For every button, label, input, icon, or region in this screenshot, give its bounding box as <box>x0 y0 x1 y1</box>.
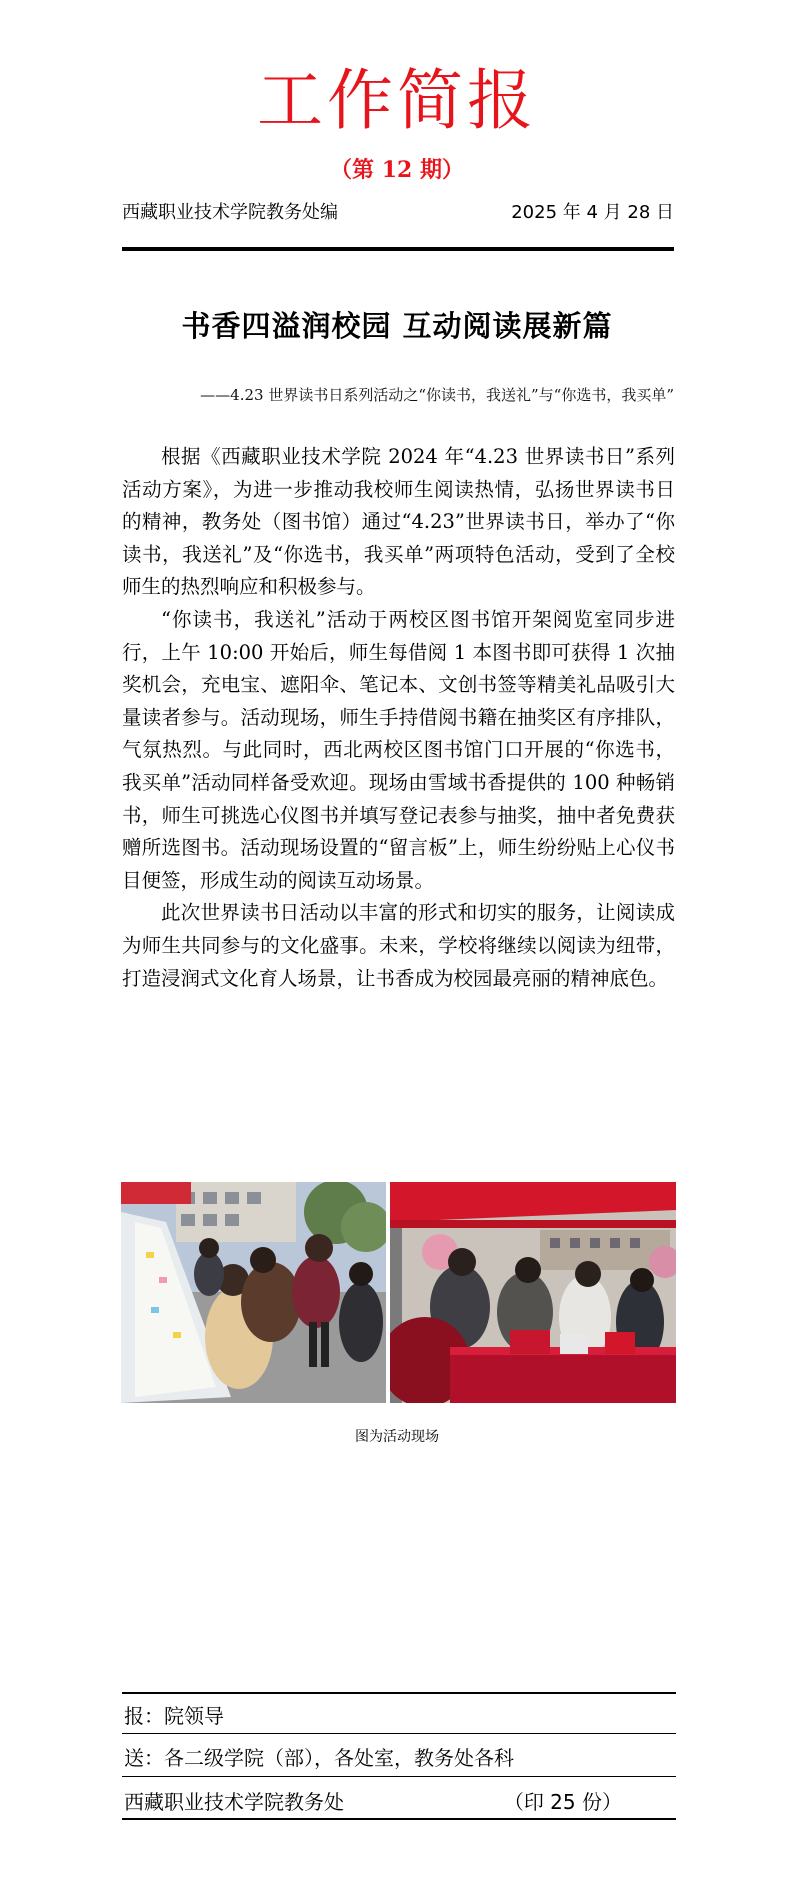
footer-issuer-row <box>124 1786 674 1815</box>
article-body <box>122 441 675 995</box>
issue-number: （第 12 期） <box>330 157 464 183</box>
paragraph: “你读书，我送礼”活动于两校区图书馆开架阅览室同步进行，上午 10:00 开始后，师生每借阅 1 本图书即可获得 1 次抽奖机会，充电宝、遮阳伞、笔记本、文创书签等精美礼品吸引大量读者参与。活动现场，师生手持借阅书籍在抽奖区有序排队，气氛热烈。与此同时，西北两校区图书馆门口开展的“你选书，我买单”活动同样备受欢迎。现场由雪域书香提供的 100 种畅销书，师生可挑选心仪图书并填写登记表参与抽奖，抽中者免费获赠所选图书。活动现场设置的“留言板”上，师生纷纷贴上心仪书目便签，形成生动的阅读互动场景。 <box>122 607 675 892</box>
footer-issuer: 西藏职业技术学院教务处 <box>124 1790 344 1814</box>
article-headline: 书香四溢润校园 互动阅读展新篇 <box>181 309 613 343</box>
footer-rule <box>122 1818 676 1820</box>
paragraph: 此次世界读书日活动以丰富的形式和切实的服务，让阅读成为师生共同参与的文化盛事。未来，学校将继续以阅读为纽带，打造浸润式文化育人场景，让书香成为校园最亮丽的精神底色。 <box>122 901 675 990</box>
footer-report-to: 报：院领导 <box>124 1704 224 1728</box>
paragraph: 根据《西藏职业技术学院 2024 年“4.23 世界读书日”系列活动方案》，为进一步推动我校师生阅读热情，弘扬世界读书日的精神，教务处（图书馆）通过“4.23”世界读书日，举办了“你读书，我送礼”及“你选书，我买单”两项特色活动，受到了全校师生的热烈响应和积极参与。 <box>122 445 675 599</box>
photo-caption: 图为活动现场 <box>355 1429 439 1445</box>
article-subheadline: ——4.23 世界读书日系列活动之“你读书，我送礼”与“你选书，我买单” <box>200 386 674 404</box>
footer-rule <box>122 1733 676 1734</box>
event-photo-prize-table <box>390 1182 676 1403</box>
header-divider <box>122 247 674 251</box>
footer-copies: （印 25 份） <box>503 1790 622 1814</box>
bulletin-title: 工作简报 <box>257 62 537 139</box>
header-meta <box>122 198 674 224</box>
footer-rule <box>122 1776 676 1777</box>
footer-rule <box>122 1692 676 1694</box>
footer-send-to: 送：各二级学院（部），各处室，教务处各科 <box>124 1746 514 1770</box>
editor-label: 西藏职业技术学院教务处编 <box>122 202 338 223</box>
issue-date: 2025 年 4 月 28 日 <box>511 202 674 223</box>
event-photo-message-board <box>121 1182 386 1403</box>
